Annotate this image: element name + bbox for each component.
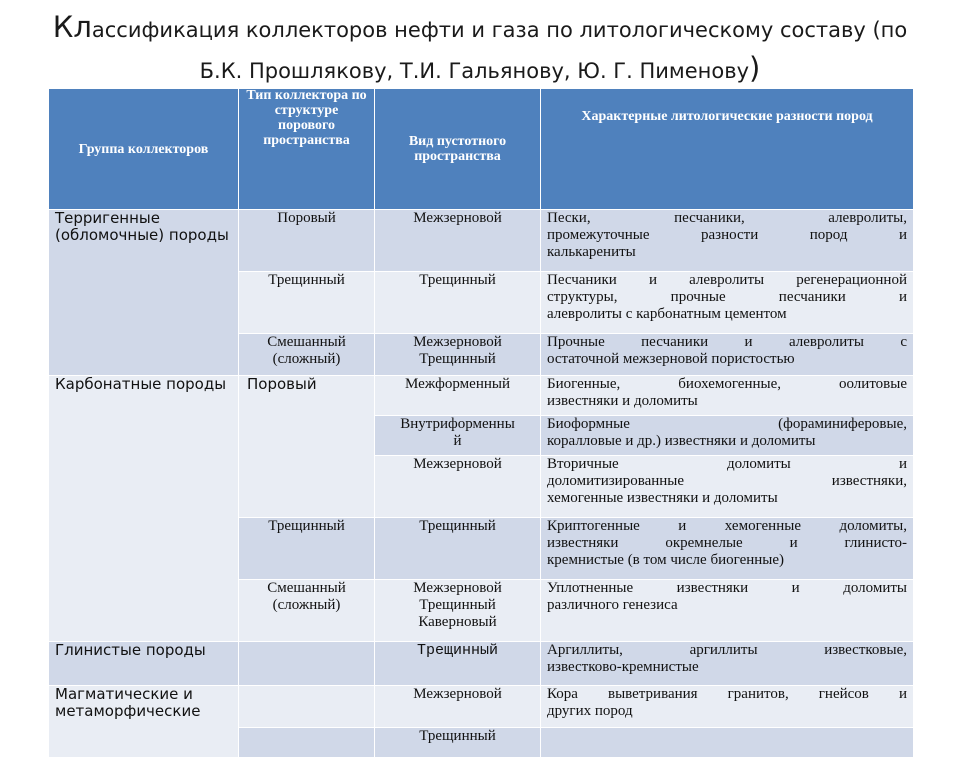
collector-type-cell [239,642,375,686]
title-line-1-rest: ассификация коллекторов нефти и газа по литологическому составу (по [91,18,908,42]
lithology-cell [541,376,914,416]
collector-type-line: Смешанный [267,334,346,350]
lithology-cell [541,334,914,376]
collector-type-cell: Трещинный [239,272,375,334]
collector-type-cell [239,580,375,642]
lithology-line: структуры, прочные песчаники и [547,289,907,305]
collector-type-cell [239,728,375,758]
lithology-line: алевролиты с карбонатным цементом [547,306,787,322]
lithology-line: коралловые и др.) известняки и доломиты [547,433,816,449]
lithology-line: Пески, песчаники, алевролиты, [547,210,907,226]
lithology-line: других пород [547,703,633,719]
void-type-cell [375,334,541,376]
title-close-paren: ) [749,51,761,85]
table-row [49,210,914,272]
collector-type-cell: Трещинный [239,518,375,580]
group-terrigenous-label: Терригенные (обломочные) породы [55,209,229,244]
lithology-line: кремнистые (в том числе биогенные) [547,552,785,568]
lithology-line: Уплотненные известняки и доломиты [547,580,907,596]
title-line-2 [0,49,960,90]
group-carbonate [49,376,239,642]
lithology-cell [541,518,914,580]
void-type-cell [375,416,541,456]
lithology-line: Биоформные (фораминиферовые, [547,416,907,432]
lithology-line: остаточной межзерновой пористостью [547,351,795,367]
lithology-line: известняки окремнелые и глинисто- [547,535,907,551]
lithology-line: доломитизированные известняки, [547,473,907,489]
title-line-1 [0,8,960,49]
group-clay [49,642,239,686]
void-type-cell [375,580,541,642]
header-col3-text: Вид пустотного пространства [408,134,507,164]
void-type-line: й [453,433,462,449]
lithology-line: Криптогенные и хемогенные доломиты, [547,518,907,534]
lithology-cell [541,642,914,686]
lithology-cell [541,210,914,272]
table-header-row [49,89,914,210]
void-type-cell: Трещинный [375,642,541,686]
title-initial: Кл [52,10,92,44]
lithology-line: Прочные песчаники и алевролиты с [547,334,907,350]
slide-title [0,8,960,90]
table-row [49,376,914,416]
header-col4-text: Характерные литологические разности пород [581,109,873,124]
void-type-line: Межзерновой [413,580,502,596]
void-type-cell: Трещинный [375,272,541,334]
group-magmatic-line: Магматические и [55,685,193,703]
void-type-line: Межзерновой [413,334,502,350]
void-type-line: Каверновый [418,614,497,630]
lithology-line: Биогенные, биохемогенные, оолитовые [547,376,907,392]
lithology-line: калькарениты [547,244,636,260]
void-type-cell: Межзерновой [375,456,541,518]
header-col2-text: Тип коллектора по структуре порового пространства [246,88,367,148]
lithology-line: Вторичные доломиты и [547,456,907,472]
title-line-2-text: Б.К. Прошлякову, Т.И. Гальянову, Ю. Г. Пименову [199,59,750,83]
lithology-line: различного генезиса [547,597,678,613]
header-lithology [541,89,914,210]
lithology-cell [541,580,914,642]
header-col1-text: Группа коллекторов [78,141,209,157]
void-type-cell: Трещинный [375,518,541,580]
void-type-line: Трещинный [419,597,496,613]
header-collector-group [49,89,239,210]
lithology-line: Аргиллиты, аргиллиты известковые, [547,642,907,658]
group-carbonate-label: Карбонатные породы [55,375,227,393]
lithology-line: Песчаники и алевролиты регенерационной [547,272,907,288]
lithology-line: известково-кремнистые [547,659,699,675]
collector-type-line: Смешанный [267,580,346,596]
group-magmatic [49,686,239,758]
lithology-cell [541,272,914,334]
group-clay-label: Глинистые породы [55,641,206,659]
group-terrigenous [49,210,239,376]
classification-table [48,88,914,758]
header-void-type [375,89,541,210]
collector-type-cell [239,686,375,728]
collector-type-cell [239,334,375,376]
lithology-cell [541,686,914,728]
lithology-line: промежуточные разности пород и [547,227,907,243]
lithology-cell [541,728,914,758]
group-magmatic-line: метаморфические [55,702,201,720]
void-type-line: Внутриформенны [400,416,515,432]
void-type-cell: Межформенный [375,376,541,416]
lithology-line: хемогенные известняки и доломиты [547,490,778,506]
header-collector-type [239,89,375,210]
collector-type-label: Поровый [247,375,317,393]
lithology-cell [541,456,914,518]
lithology-line: известняки и доломиты [547,393,698,409]
collector-type-line: (сложный) [272,351,341,367]
collector-type-cell: Поровый [239,210,375,272]
lithology-line: Кора выветривания гранитов, гнейсов и [547,686,907,702]
void-type-line: Трещинный [419,351,496,367]
void-type-cell: Трещинный [375,728,541,758]
void-type-cell: Межзерновой [375,686,541,728]
lithology-cell [541,416,914,456]
collector-type-line: (сложный) [272,597,341,613]
table-row [49,642,914,686]
collector-type-cell [239,376,375,518]
void-type-cell: Межзерновой [375,210,541,272]
table-row [49,686,914,728]
